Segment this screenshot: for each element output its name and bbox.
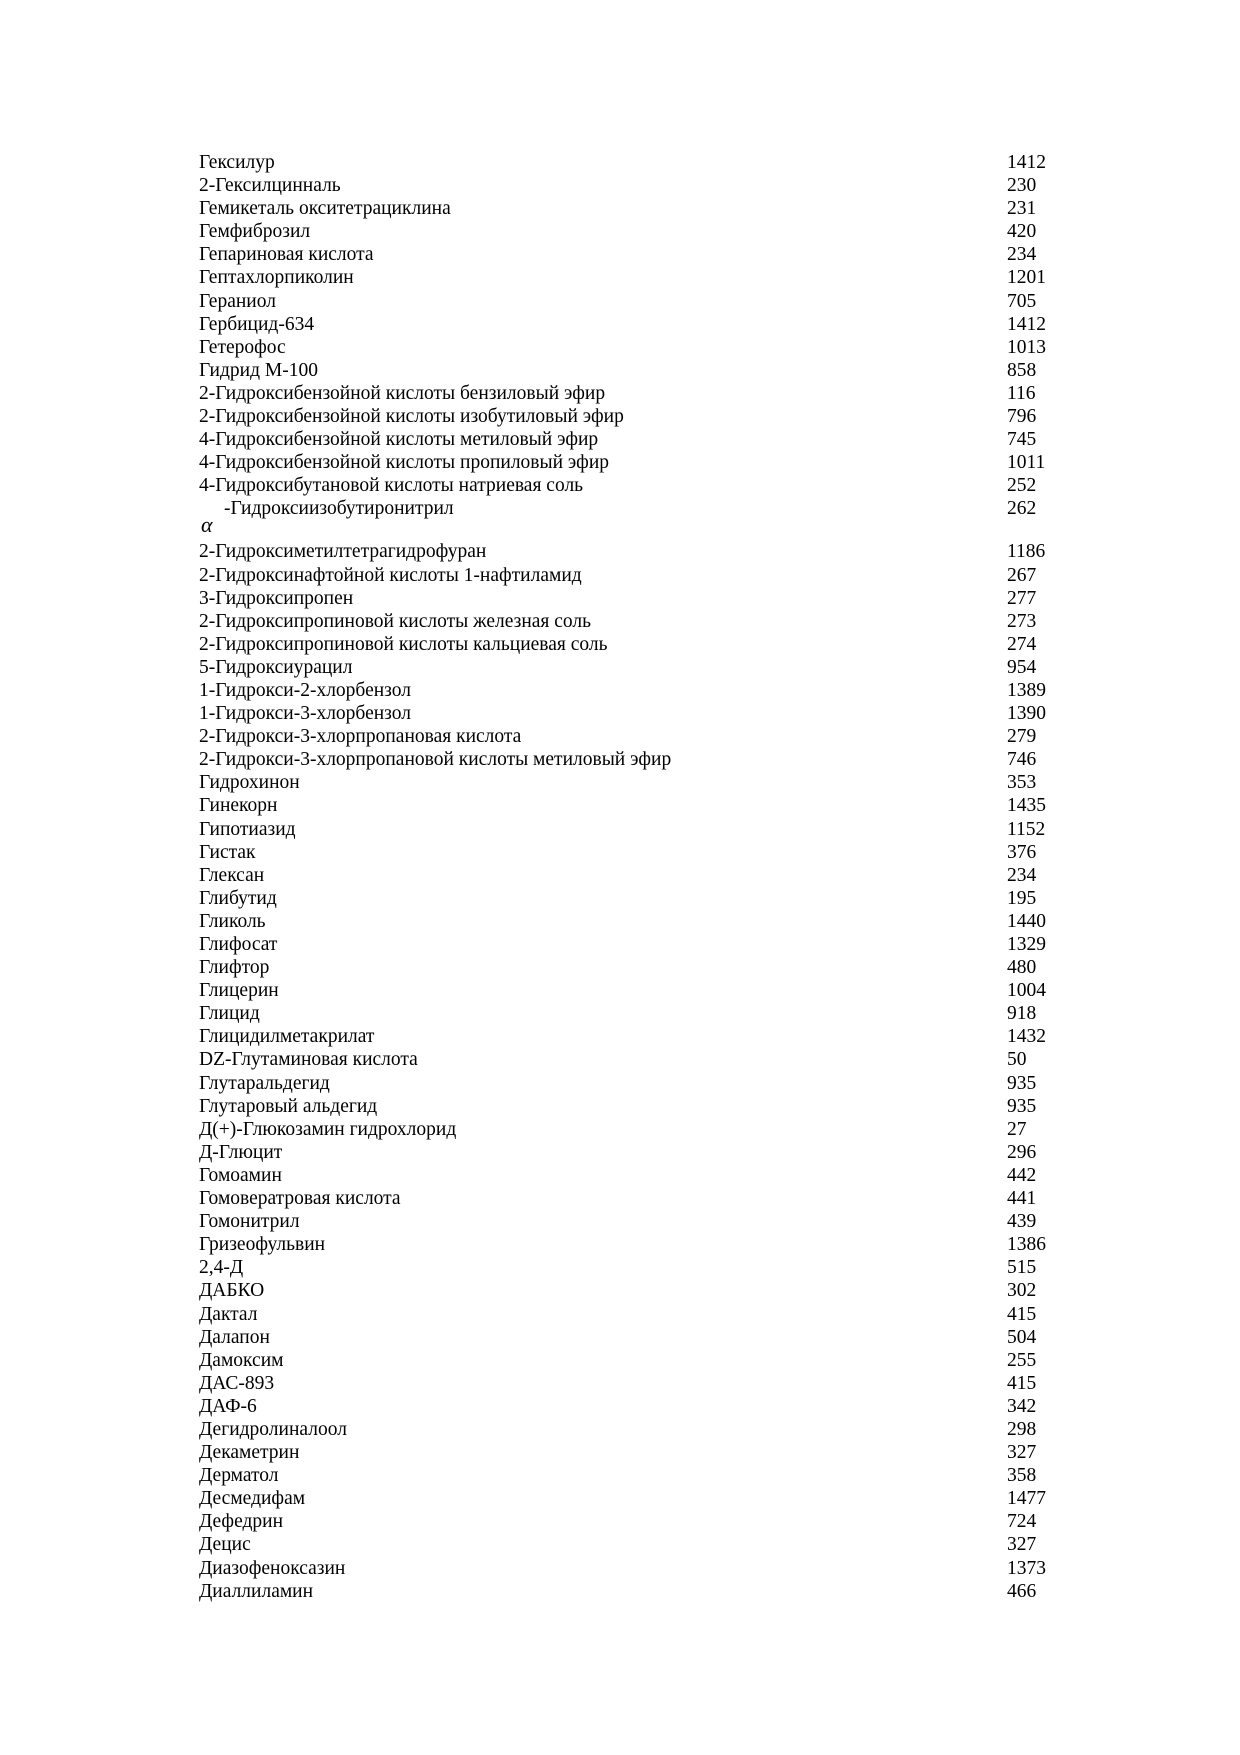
entry-term: Дефедрин [199,1511,284,1533]
index-entry [199,405,1059,428]
entry-term: 1-Гидрокси-3-хлорбензол [199,703,411,725]
entry-term: 1-Гидрокси-2-хлорбензол [199,679,411,701]
entry-term: Диазофеноксазин [199,1557,346,1579]
entry-term: 2-Гидрокси-3-хлорпропановая кислота [199,726,522,748]
entry-term: 3-Гидроксипропен [199,587,354,609]
entry-term: Гемикеталь окситетрациклина [199,198,451,220]
index-entry [199,979,1059,1002]
entry-term: 4-Гидроксибензойной кислоты метиловый эфир [199,429,599,451]
entry-term: Децис [199,1534,251,1556]
entry-term: Декаметрин [199,1442,300,1464]
entry-term: Гераниол [199,290,276,312]
index-entry [199,794,1059,817]
index-entry [199,1487,1059,1510]
index-entry [199,771,1059,794]
entry-term: Глексан [199,864,265,886]
entry-term: Далапон [199,1326,270,1348]
entry-term: 2-Гидроксипропиновой кислоты кальциевая соль [199,633,608,655]
index-entry [199,540,1059,563]
index-entry [199,864,1059,887]
entry-page-number: 1373 [1007,1557,1046,1579]
index-entry [199,679,1059,702]
entry-page-number: 195 [1007,887,1037,909]
entry-term: Гексилур [199,152,275,173]
entry-page-number: 954 [1007,656,1037,678]
entry-page-number: 1389 [1007,679,1046,701]
entry-page-number: 1390 [1007,703,1046,725]
entry-term: ДАФ-6 [199,1395,257,1417]
entry-page-number: 420 [1007,221,1037,243]
entry-term: Гепариновая кислота [199,244,374,266]
entry-page-number: 439 [1007,1211,1037,1233]
index-entry [199,1510,1059,1533]
index-entry [199,1233,1059,1256]
entry-page-number: 480 [1007,957,1037,979]
index-list [199,151,1059,1603]
index-entry [199,1072,1059,1095]
entry-page-number: 1329 [1007,934,1046,955]
entry-term: 2,4-Д [199,1257,244,1279]
entry-page-number: 1152 [1007,818,1046,840]
entry-term: Д-Глюцит [199,1141,283,1163]
entry-page-number: 705 [1007,290,1037,312]
index-entry [199,1210,1059,1233]
entry-page-number: 746 [1007,749,1037,771]
entry-page-number: 1013 [1007,336,1046,358]
index-entry [199,474,1059,497]
entry-page-number: 50 [1007,1049,1027,1071]
entry-term: 2-Гидроксиметилтетрагидрофуран [199,541,487,563]
entry-page-number: 441 [1007,1188,1037,1210]
entry-term: Дерматол [199,1465,279,1487]
entry-page-number: 376 [1007,841,1037,863]
entry-term: ДАС-893 [199,1372,275,1394]
entry-page-number: 1011 [1007,452,1046,474]
entry-page-number: 327 [1007,1534,1037,1556]
index-entry [199,725,1059,748]
entry-page-number: 745 [1007,429,1037,451]
entry-term: Дегидролиналоол [199,1418,347,1440]
index-entry [199,220,1059,243]
index-entry [199,1557,1059,1580]
entry-term: Гистак [199,841,256,863]
index-entry [199,1418,1059,1441]
entry-page-number: 1412 [1007,152,1046,173]
entry-page-number: 1435 [1007,795,1046,817]
entry-page-number: 273 [1007,610,1037,632]
entry-page-number: 279 [1007,726,1037,748]
entry-term: Глифтор [199,957,270,979]
entry-term: Гипотиазид [199,818,296,840]
entry-term: Гербицид-634 [199,313,315,335]
index-entry [199,1464,1059,1487]
index-entry [199,336,1059,359]
index-entry [199,266,1059,289]
entry-term: 2-Гидроксинафтойной кислоты 1-нафтиламид [199,564,582,586]
index-entry [199,841,1059,864]
entry-page-number: 353 [1007,772,1037,794]
entry-page-number: 342 [1007,1395,1037,1417]
entry-term: Глицерин [199,980,279,1002]
entry-term: Десмедифам [199,1488,306,1510]
entry-term: Гомоамин [199,1164,282,1186]
index-entry [199,1279,1059,1302]
entry-page-number: 1386 [1007,1234,1046,1256]
index-entry [199,1002,1059,1025]
index-entry [199,1303,1059,1326]
entry-page-number: 231 [1007,198,1037,220]
entry-term: Гемфиброзил [199,221,311,243]
entry-page-number: 442 [1007,1164,1037,1186]
index-entry [199,910,1059,933]
entry-page-number: 296 [1007,1141,1037,1163]
entry-page-number: 116 [1007,382,1036,404]
entry-page-number: 302 [1007,1280,1037,1302]
index-entry [199,197,1059,220]
entry-page-number: 27 [1007,1118,1027,1140]
entry-term: 2-Гидроксипропиновой кислоты железная соль [199,610,592,632]
entry-term: Гликоль [199,910,266,932]
entry-page-number: 1440 [1007,910,1046,932]
entry-page-number: 1477 [1007,1488,1046,1510]
entry-page-number: 274 [1007,633,1037,655]
index-entry [199,1025,1059,1048]
entry-term: DZ-Глутаминовая кислота [199,1049,418,1071]
entry-page-number: 918 [1007,1003,1037,1025]
entry-term: -Гидроксиизобутиронитрил [224,498,454,520]
entry-page-number: 415 [1007,1303,1037,1325]
index-entry [199,818,1059,841]
entry-page-number: 1186 [1007,541,1046,563]
index-entry [199,1095,1059,1118]
index-entry [199,748,1059,771]
entry-page-number: 858 [1007,359,1037,381]
entry-term: 2-Гексилцинналь [199,175,341,197]
entry-page-number: 796 [1007,406,1037,428]
entry-term: 2-Гидрокси-3-хлорпропановой кислоты метиловый эфир [199,749,672,771]
entry-term: Гидрохинон [199,772,300,794]
entry-term: 4-Гидроксибутановой кислоты натриевая соль [199,475,584,497]
entry-page-number: 267 [1007,564,1037,586]
entry-page-number: 724 [1007,1511,1037,1533]
index-entry [199,382,1059,405]
index-entry [199,1164,1059,1187]
entry-page-number: 277 [1007,587,1037,609]
index-entry [199,1533,1059,1556]
entry-term: Гомовератровая кислота [199,1188,401,1210]
index-entry [199,313,1059,336]
index-entry [199,174,1059,197]
entry-term: Глутаровый альдегид [199,1095,378,1117]
entry-page-number: 298 [1007,1418,1037,1440]
entry-page-number: 935 [1007,1072,1037,1094]
entry-term: 2-Гидроксибензойной кислоты бензиловый эфир [199,382,606,404]
entry-page-number: 230 [1007,175,1037,197]
entry-term: Гептахлорпиколин [199,267,354,289]
entry-term: 4-Гидроксибензойной кислоты пропиловый эфир [199,452,610,474]
index-entry [199,1256,1059,1279]
entry-prefix-symbol: α [201,512,213,538]
entry-term: 5-Гидроксиурацил [199,656,353,678]
entry-term: Глифосат [199,934,278,955]
index-entry [199,1048,1059,1071]
index-entry [199,610,1059,633]
entry-page-number: 466 [1007,1580,1037,1602]
entry-term: 2-Гидроксибензойной кислоты изобутиловый эфир [199,406,624,428]
entry-page-number: 504 [1007,1326,1037,1348]
entry-page-number: 327 [1007,1442,1037,1464]
index-entry [199,1349,1059,1372]
index-entry [199,933,1059,956]
index-entry [199,290,1059,313]
entry-page-number: 255 [1007,1349,1037,1371]
entry-page-number: 358 [1007,1465,1037,1487]
entry-term: Гризеофульвин [199,1234,326,1256]
entry-term: Глицид [199,1003,260,1025]
entry-page-number: 1201 [1007,267,1046,289]
entry-term: Глицидилметакрилат [199,1026,375,1048]
entry-term: Диаллиламин [199,1580,314,1602]
index-entry [199,702,1059,725]
index-entry [199,587,1059,610]
index-entry [199,887,1059,910]
index-entry [199,956,1059,979]
entry-term: Глибутид [199,887,277,909]
entry-term: Глутаральдегид [199,1072,330,1094]
entry-term: Гомонитрил [199,1211,300,1233]
entry-page-number: 1004 [1007,980,1046,1002]
entry-term: Гинекорн [199,795,278,817]
index-entry [199,359,1059,382]
entry-term: Дамоксим [199,1349,284,1371]
index-entry [199,656,1059,679]
entry-page-number: 1412 [1007,313,1046,335]
index-entry [199,1326,1059,1349]
entry-page-number: 515 [1007,1257,1037,1279]
entry-term: Д(+)-Глюкозамин гидрохлорид [199,1118,457,1140]
index-entry [199,1187,1059,1210]
index-entry [199,243,1059,266]
entry-term: Гидрид М-100 [199,359,318,381]
index-entry [199,633,1059,656]
index-entry [199,1441,1059,1464]
entry-term: Гетерофос [199,336,286,358]
entry-page-number: 252 [1007,475,1037,497]
entry-page-number: 1432 [1007,1026,1046,1048]
index-entry [199,497,1059,540]
index-entry [199,1118,1059,1141]
index-entry [199,451,1059,474]
entry-term: Дактал [199,1303,258,1325]
index-entry [199,1141,1059,1164]
entry-page-number: 234 [1007,244,1037,266]
index-entry [199,1395,1059,1418]
index-entry [199,428,1059,451]
index-entry [199,151,1059,174]
index-entry [199,1580,1059,1603]
index-entry [199,1372,1059,1395]
entry-term: ДАБКО [199,1280,265,1302]
index-entry [199,564,1059,587]
entry-page-number: 234 [1007,864,1037,886]
entry-page-number: 935 [1007,1095,1037,1117]
entry-page-number: 415 [1007,1372,1037,1394]
entry-page-number: 262 [1007,498,1037,520]
